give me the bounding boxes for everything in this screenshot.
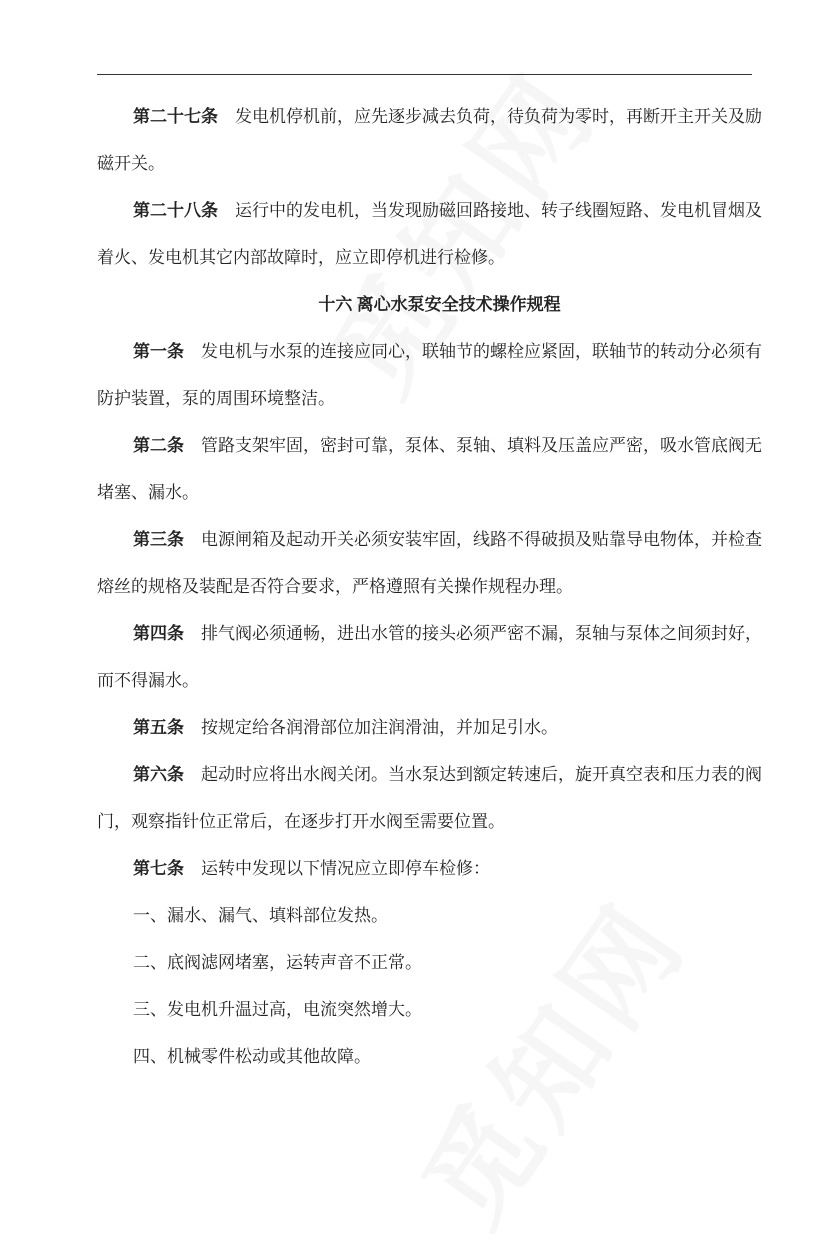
article-text: 而不得漏水。 (97, 671, 199, 690)
article-line (97, 100, 762, 147)
article-text: 堵塞、漏水。 (97, 483, 199, 502)
article-line (97, 335, 762, 382)
article-line (97, 758, 762, 805)
article-text: 发电机与水泵的连接应同心，联轴节的螺栓应紧固，联轴节的转动分必须有 (201, 342, 762, 361)
article-line (97, 147, 752, 194)
article-text: 磁开关。 (97, 154, 165, 173)
list-item: 一、漏水、漏气、填料部位发热。 (133, 906, 388, 925)
document-body (97, 100, 762, 1087)
article-line (97, 711, 752, 758)
article (97, 852, 752, 899)
list-item: 四、机械零件松动或其他故障。 (133, 1047, 371, 1066)
article-label: 第一条 (133, 342, 184, 361)
list-item: 三、发电机升温过高，电流突然增大。 (133, 1000, 422, 1019)
article (97, 758, 762, 852)
article-text: 门，观察指针位正常后，在逐步打开水阀至需要位置。 (97, 812, 505, 831)
article (97, 711, 752, 758)
article-text: 防护装置，泵的周围环境整洁。 (97, 389, 335, 408)
article-line (97, 382, 752, 429)
article-line (97, 617, 762, 664)
article-label: 第三条 (133, 530, 184, 549)
article-label: 第七条 (133, 859, 184, 878)
article-text: 着火、发电机其它内部故障时，应立即停机进行检修。 (97, 248, 505, 267)
article-text: 熔丝的规格及装配是否符合要求，严格遵照有关操作规程办理。 (97, 577, 573, 596)
article-line (97, 241, 752, 288)
article-line (97, 194, 762, 241)
article-line (97, 805, 752, 852)
article-text: 电源闸箱及起动开关必须安装牢固，线路不得破损及贴靠导电物体，并检查 (201, 530, 762, 549)
article (97, 429, 762, 523)
article-label: 第五条 (133, 718, 184, 737)
article (97, 617, 762, 711)
article-line (97, 852, 752, 899)
article (97, 100, 762, 194)
article-text: 运转中发现以下情况应立即停车检修： (201, 859, 490, 878)
article-label: 第六条 (133, 765, 184, 784)
article-text: 排气阀必须通畅，进出水管的接头必须严密不漏，泵轴与泵体之间须封好， (201, 624, 762, 643)
article (97, 335, 762, 429)
article-label: 第四条 (133, 624, 184, 643)
section-title: 十六 离心水泵安全技术操作规程 (318, 295, 561, 314)
article-text: 起动时应将出水阀关闭。当水泵达到额定转速后，旋开真空表和压力表的阀 (201, 765, 762, 784)
article-line (97, 664, 752, 711)
list-item: 二、底阀滤网堵塞，运转声音不正常。 (133, 953, 422, 972)
article-line (97, 429, 762, 476)
article-text: 按规定给各润滑部位加注润滑油，并加足引水。 (201, 718, 558, 737)
article-label: 第二十八条 (133, 201, 218, 220)
article (97, 523, 762, 617)
header-rule (97, 74, 752, 75)
article-line (97, 570, 752, 617)
article-line (97, 523, 762, 570)
article-text: 发电机停机前，应先逐步减去负荷，待负荷为零时，再断开主开关及励 (235, 107, 762, 126)
article (97, 194, 762, 288)
article-text: 管路支架牢固，密封可靠，泵体、泵轴、填料及压盖应严密，吸水管底阀无 (201, 436, 762, 455)
article-text: 运行中的发电机，当发现励磁回路接地、转子线圈短路、发电机冒烟及 (235, 201, 762, 220)
article-label: 第二条 (133, 436, 184, 455)
article-line (97, 476, 752, 523)
article-label: 第二十七条 (133, 107, 218, 126)
